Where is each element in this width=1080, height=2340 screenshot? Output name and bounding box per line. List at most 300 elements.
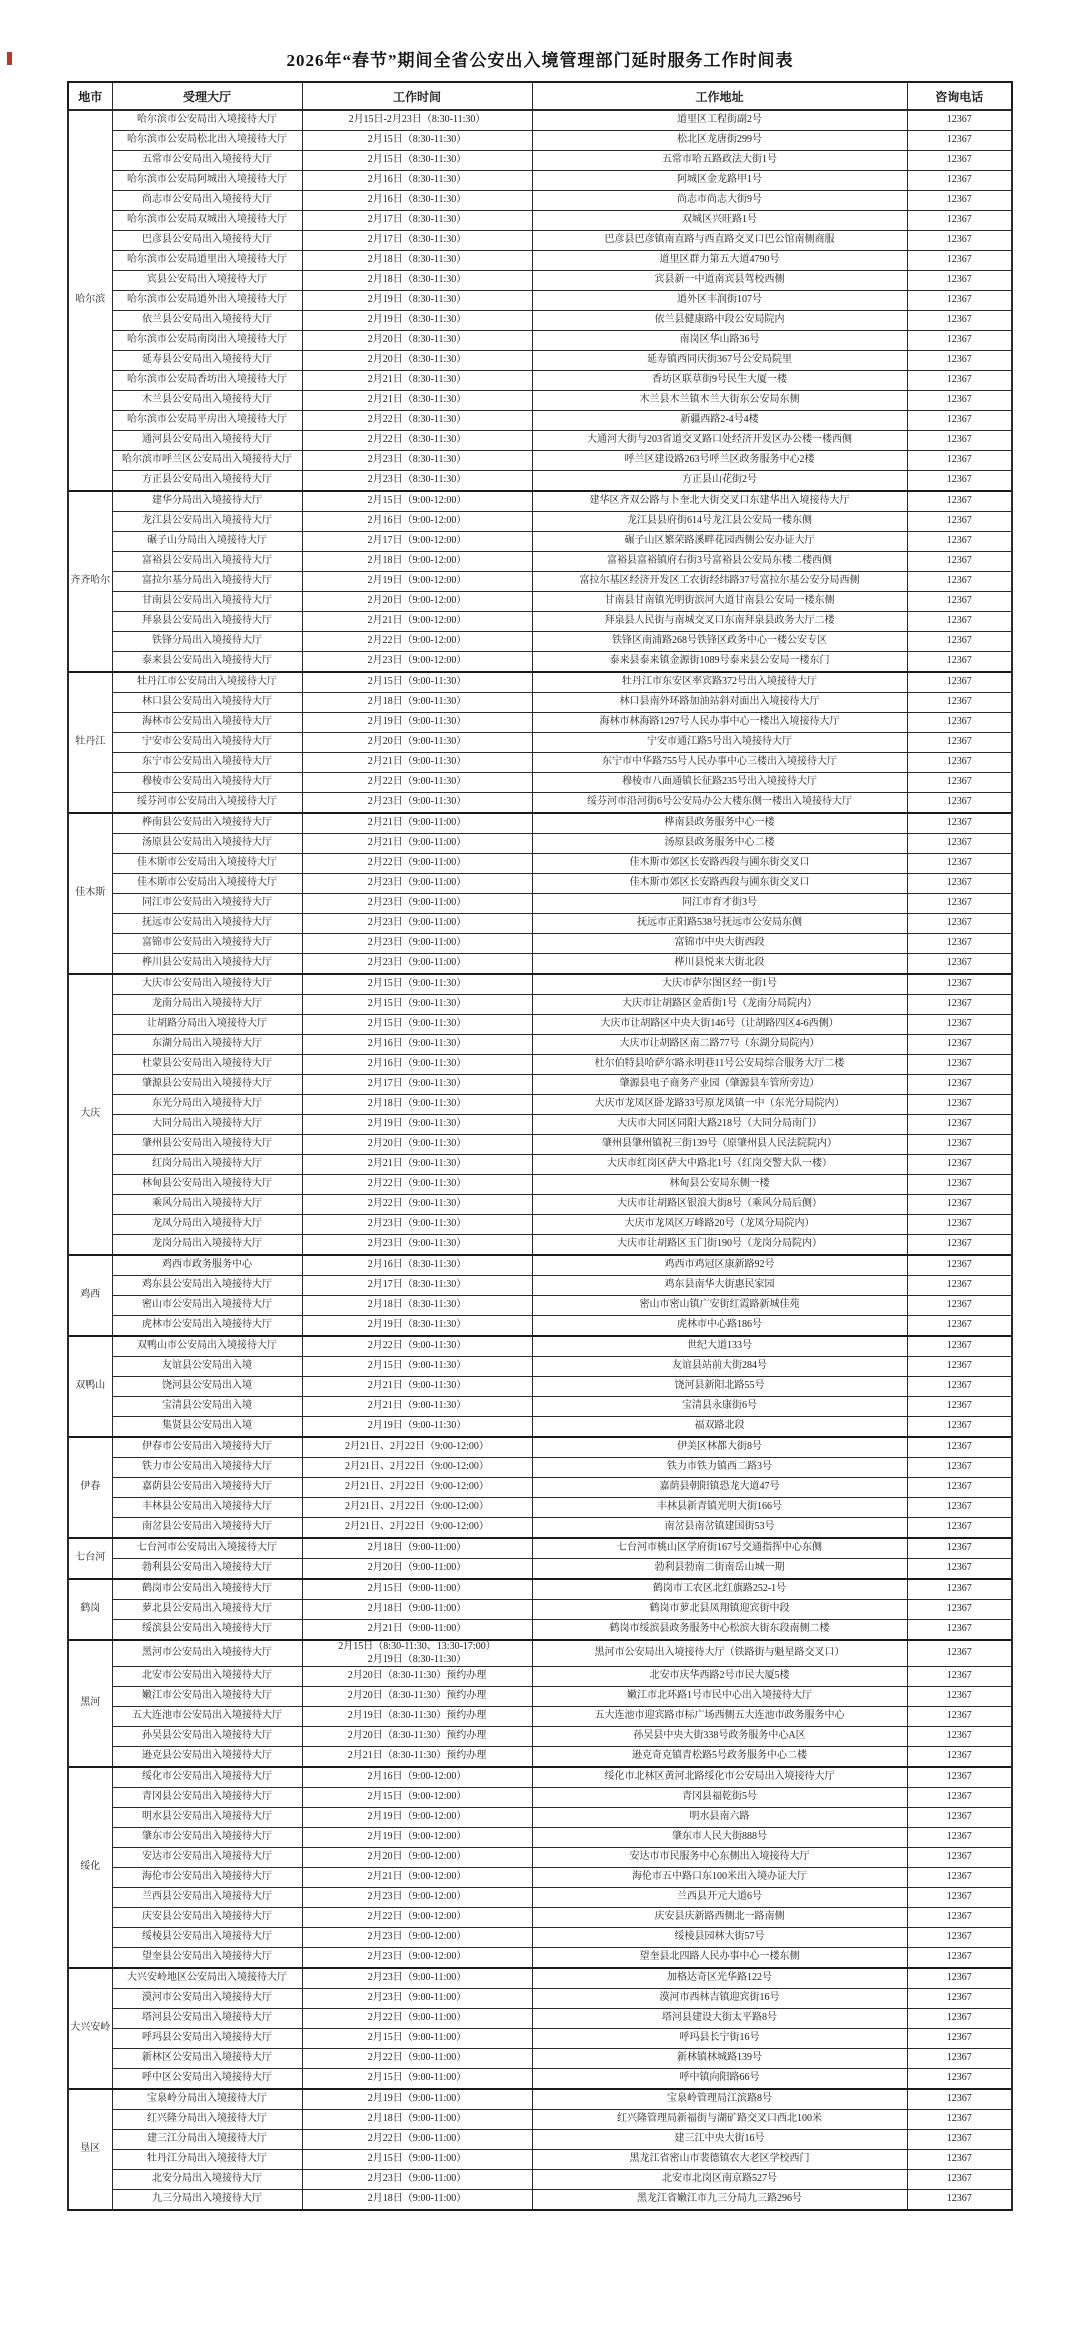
- address-cell: 鸡东县南华大街惠民家园: [532, 1276, 907, 1296]
- phone-cell: 12367: [907, 874, 1012, 894]
- address-cell: 道外区丰润街107号: [532, 291, 907, 311]
- phone-cell: 12367: [907, 1215, 1012, 1235]
- phone-cell: 12367: [907, 1015, 1012, 1035]
- time-cell: [302, 131, 532, 151]
- time-cell: [302, 1868, 532, 1888]
- city-cell: 佳木斯: [68, 813, 112, 974]
- table-row: [68, 331, 1012, 351]
- phone-cell: 12367: [907, 954, 1012, 975]
- time-cell: [302, 411, 532, 431]
- address-cell: 红兴隆管理局新福街与湖矿路交叉口西北100米: [532, 2110, 907, 2130]
- hall-cell: 巴彦县公安局出入境接待大厅: [112, 231, 302, 251]
- time-cell: [302, 1498, 532, 1518]
- time-line: 2月21日、2月22日（9:00-12:00）: [345, 1501, 489, 1513]
- address-cell: 大庆市让胡路区金盾街1号（龙南分局院内）: [532, 995, 907, 1015]
- table-row: [68, 733, 1012, 753]
- hall-cell: 虎林市公安局出入境接待大厅: [112, 1316, 302, 1337]
- hall-cell: 南岔县公安局出入境接待大厅: [112, 1518, 302, 1539]
- phone-cell: 12367: [907, 1075, 1012, 1095]
- time-line: 2月15日（9:00-11:00）: [367, 2032, 467, 2044]
- table-header: [68, 82, 1012, 110]
- address-cell: 同江市育才街3号: [532, 894, 907, 914]
- table-row: [68, 2029, 1012, 2049]
- address-cell: 海伦市五中路口东100米出入境办证大厅: [532, 1868, 907, 1888]
- time-cell: [302, 1075, 532, 1095]
- time-cell: [302, 431, 532, 451]
- time-line: 2月23日（8:30-11:30）: [367, 474, 467, 486]
- city-cell: 齐齐哈尔: [68, 491, 112, 672]
- phone-cell: 12367: [907, 331, 1012, 351]
- address-cell: 伊美区林都大街8号: [532, 1437, 907, 1458]
- hall-cell: 肇州县公安局出入境接待大厅: [112, 1135, 302, 1155]
- address-cell: 青冈县福乾街5号: [532, 1788, 907, 1808]
- table-row: [68, 512, 1012, 532]
- hall-cell: 拜泉县公安局出入境接待大厅: [112, 612, 302, 632]
- table-row: [68, 1808, 1012, 1828]
- hall-cell: 望奎县公安局出入境接待大厅: [112, 1948, 302, 1969]
- table-row: [68, 1948, 1012, 1969]
- phone-cell: 12367: [907, 1928, 1012, 1948]
- time-cell: [302, 934, 532, 954]
- table-row: [68, 311, 1012, 331]
- table-row: [68, 1255, 1012, 1276]
- address-cell: 安达市市民服务中心东侧出入境接待大厅: [532, 1848, 907, 1868]
- phone-cell: 12367: [907, 1336, 1012, 1357]
- table-row: [68, 1377, 1012, 1397]
- phone-cell: 12367: [907, 793, 1012, 814]
- address-cell: 北安市庆华西路2号市民大厦5楼: [532, 1667, 907, 1687]
- time-cell: [302, 733, 532, 753]
- hall-cell: 北安分局出入境接待大厅: [112, 2170, 302, 2190]
- time-cell: [302, 713, 532, 733]
- time-cell: [302, 1808, 532, 1828]
- phone-cell: 12367: [907, 1055, 1012, 1075]
- phone-cell: 12367: [907, 1458, 1012, 1478]
- time-line: 2月21日（8:30-11:30）: [367, 394, 467, 406]
- phone-cell: 12367: [907, 1989, 1012, 2009]
- address-cell: 友谊县站前大街284号: [532, 1357, 907, 1377]
- table-row: [68, 1055, 1012, 1075]
- phone-cell: 12367: [907, 834, 1012, 854]
- phone-cell: 12367: [907, 914, 1012, 934]
- city-cell: 绥化: [68, 1767, 112, 1968]
- address-cell: 望奎县北四路人民办事中心一楼东侧: [532, 1948, 907, 1969]
- time-line: 2月18日（9:00-11:00）: [367, 1542, 467, 1554]
- table-row: [68, 1767, 1012, 1788]
- address-cell: 呼玛县长宁街16号: [532, 2029, 907, 2049]
- phone-cell: 12367: [907, 612, 1012, 632]
- phone-cell: 12367: [907, 1747, 1012, 1768]
- phone-cell: 12367: [907, 151, 1012, 171]
- time-cell: [302, 1357, 532, 1377]
- phone-cell: 12367: [907, 431, 1012, 451]
- time-line: 2月18日（8:30-11:30）: [367, 1299, 467, 1311]
- hall-cell: 汤原县公安局出入境接待大厅: [112, 834, 302, 854]
- table-row: [68, 451, 1012, 471]
- phone-cell: 12367: [907, 1478, 1012, 1498]
- time-line: 2月22日（9:00-12:00）: [367, 1911, 467, 1923]
- table-row: [68, 1235, 1012, 1256]
- time-line: 2月18日（9:00-12:00）: [367, 555, 467, 567]
- time-line: 2月21日（9:00-11:30）: [367, 1380, 467, 1392]
- address-cell: 双城区兴旺路1号: [532, 211, 907, 231]
- time-cell: [302, 652, 532, 673]
- time-line: 2月23日（9:00-11:00）: [367, 897, 467, 909]
- time-cell: [302, 1848, 532, 1868]
- hall-cell: 萝北县公安局出入境接待大厅: [112, 1600, 302, 1620]
- table-row: [68, 2049, 1012, 2069]
- hall-cell: 哈尔滨市公安局平房出入境接待大厅: [112, 411, 302, 431]
- time-cell: [302, 331, 532, 351]
- phone-cell: 12367: [907, 1296, 1012, 1316]
- phone-cell: 12367: [907, 995, 1012, 1015]
- time-line: 2月16日（8:30-11:30）: [367, 194, 467, 206]
- table-row: [68, 1579, 1012, 1600]
- table-row: [68, 1357, 1012, 1377]
- phone-cell: 12367: [907, 371, 1012, 391]
- table-row: [68, 1215, 1012, 1235]
- time-line: 2月19日（9:00-11:00）: [367, 2093, 467, 2105]
- hall-cell: 穆棱市公安局出入境接待大厅: [112, 773, 302, 793]
- phone-cell: 12367: [907, 110, 1012, 131]
- time-line: 2月16日（9:00-11:30）: [367, 1038, 467, 1050]
- time-cell: [302, 2150, 532, 2170]
- time-line: 2月19日（8:30-11:30）: [367, 314, 467, 326]
- hall-cell: 龙江县公安局出入境接待大厅: [112, 512, 302, 532]
- address-cell: 大庆市让胡路区南二路77号（东湖分局院内）: [532, 1035, 907, 1055]
- table-row: [68, 592, 1012, 612]
- time-cell: [302, 854, 532, 874]
- phone-cell: 12367: [907, 491, 1012, 512]
- hall-cell: 绥滨县公安局出入境接待大厅: [112, 1620, 302, 1641]
- time-line: 2月18日（9:00-11:00）: [367, 2193, 467, 2205]
- table-row: [68, 1437, 1012, 1458]
- time-cell: [302, 2049, 532, 2069]
- address-cell: 建三江中央大街16号: [532, 2130, 907, 2150]
- time-cell: [302, 995, 532, 1015]
- table-row: [68, 2150, 1012, 2170]
- time-cell: [302, 351, 532, 371]
- phone-cell: 12367: [907, 1868, 1012, 1888]
- hall-cell: 集贤县公安局出入境: [112, 1417, 302, 1438]
- phone-cell: 12367: [907, 1498, 1012, 1518]
- time-cell: [302, 1600, 532, 1620]
- time-cell: [302, 894, 532, 914]
- address-cell: 甘南县甘南镇光明街滨河大道甘南县公安局一楼东侧: [532, 592, 907, 612]
- table-row: [68, 1458, 1012, 1478]
- address-cell: 杜尔伯特县哈萨尔路永明巷11号公安局综合服务大厅二楼: [532, 1055, 907, 1075]
- table-row: [68, 1316, 1012, 1337]
- phone-cell: 12367: [907, 351, 1012, 371]
- time-line: 2月23日（9:00-11:00）: [367, 937, 467, 949]
- hall-cell: 建华分局出入境接待大厅: [112, 491, 302, 512]
- address-cell: 拜泉县人民街与南城交叉口东南拜泉县政务大厅二楼: [532, 612, 907, 632]
- hall-cell: 尚志市公安局出入境接待大厅: [112, 191, 302, 211]
- address-cell: 勃利县勃南二街南岳山城一期: [532, 1559, 907, 1580]
- time-line: 2月23日（9:00-11:00）: [367, 1972, 467, 1984]
- hall-cell: 铁锋分局出入境接待大厅: [112, 632, 302, 652]
- table-row: [68, 572, 1012, 592]
- address-cell: 道里区工程街副2号: [532, 110, 907, 131]
- time-line: 2月22日（8:30-11:30）: [367, 434, 467, 446]
- phone-cell: 12367: [907, 291, 1012, 311]
- hall-cell: 饶河县公安局出入境: [112, 1377, 302, 1397]
- time-cell: [302, 1788, 532, 1808]
- time-line: 2月16日（9:00-12:00）: [367, 1771, 467, 1783]
- phone-cell: 12367: [907, 1727, 1012, 1747]
- hall-cell: 龙南分局出入境接待大厅: [112, 995, 302, 1015]
- hall-cell: 铁力市公安局出入境接待大厅: [112, 1458, 302, 1478]
- time-cell: [302, 1296, 532, 1316]
- address-cell: 明水县南六路: [532, 1808, 907, 1828]
- phone-cell: 12367: [907, 311, 1012, 331]
- time-cell: [302, 1687, 532, 1707]
- hall-cell: 大兴安岭地区公安局出入境接待大厅: [112, 1968, 302, 1989]
- phone-cell: 12367: [907, 632, 1012, 652]
- time-cell: [302, 151, 532, 171]
- time-cell: [302, 1747, 532, 1768]
- time-line: 2月20日（9:00-12:00）: [367, 1851, 467, 1863]
- table-row: [68, 1687, 1012, 1707]
- hall-cell: 五大连池市公安局出入境接待大厅: [112, 1707, 302, 1727]
- time-line: 2月19日（8:30-11:30）: [367, 1319, 467, 1331]
- hall-cell: 黑河市公安局出入境接待大厅: [112, 1640, 302, 1667]
- phone-cell: 12367: [907, 2069, 1012, 2090]
- time-cell: [302, 672, 532, 693]
- time-line: 2月18日（9:00-11:30）: [367, 1098, 467, 1110]
- time-cell: [302, 1175, 532, 1195]
- time-cell: [302, 451, 532, 471]
- address-cell: 宝泉岭管理局江滨路8号: [532, 2089, 907, 2110]
- time-line: 2月22日（9:00-11:00）: [367, 857, 467, 869]
- time-cell: [302, 1458, 532, 1478]
- hall-cell: 嘉荫县公安局出入境接待大厅: [112, 1478, 302, 1498]
- time-cell: [302, 1538, 532, 1559]
- time-cell: [302, 1255, 532, 1276]
- address-cell: 黑龙江省嫩江市九三分局九三路296号: [532, 2190, 907, 2211]
- time-line: 2月23日（9:00-11:30）: [367, 796, 467, 808]
- table-row: [68, 251, 1012, 271]
- hall-cell: 林甸县公安局出入境接待大厅: [112, 1175, 302, 1195]
- hall-cell: 富拉尔基分局出入境接待大厅: [112, 572, 302, 592]
- phone-cell: 12367: [907, 1559, 1012, 1580]
- address-cell: 大庆市大同区同阳大路218号（大同分局南门）: [532, 1115, 907, 1135]
- time-line: 2月21日（9:00-11:30）: [367, 1400, 467, 1412]
- time-line: 2月22日（9:00-12:00）: [367, 635, 467, 647]
- time-line: 2月21日、2月22日（9:00-12:00）: [345, 1521, 489, 1533]
- city-cell: 双鸭山: [68, 1336, 112, 1437]
- time-line: 2月19日（9:00-11:30）: [367, 1420, 467, 1432]
- table-row: [68, 874, 1012, 894]
- table-row: [68, 431, 1012, 451]
- address-cell: 林甸县公安局东侧一楼: [532, 1175, 907, 1195]
- time-cell: [302, 1095, 532, 1115]
- phone-cell: 12367: [907, 251, 1012, 271]
- address-cell: 穆棱市八面通镇长征路235号出入境接待大厅: [532, 773, 907, 793]
- table-row: [68, 1135, 1012, 1155]
- header-hall: 受理大厅: [112, 82, 302, 110]
- phone-cell: 12367: [907, 1115, 1012, 1135]
- hall-cell: 佳木斯市公安局出入境接待大厅: [112, 854, 302, 874]
- time-line: 2月21日（9:00-11:30）: [367, 1158, 467, 1170]
- time-line: 2月21日（9:00-11:30）: [367, 756, 467, 768]
- hall-cell: 哈尔滨市公安局双城出入境接待大厅: [112, 211, 302, 231]
- hall-cell: 林口县公安局出入境接待大厅: [112, 693, 302, 713]
- address-cell: 大庆市让胡路区玉门街190号（龙岗分局院内）: [532, 1235, 907, 1256]
- hall-cell: 让胡路分局出入境接待大厅: [112, 1015, 302, 1035]
- table-row: [68, 1559, 1012, 1580]
- address-cell: 鸡西市鸡冠区康新路92号: [532, 1255, 907, 1276]
- phone-cell: 12367: [907, 1828, 1012, 1848]
- time-line: 2月17日（9:00-11:30）: [367, 1078, 467, 1090]
- phone-cell: 12367: [907, 1195, 1012, 1215]
- table-row: [68, 291, 1012, 311]
- address-cell: 福双路北段: [532, 1417, 907, 1438]
- time-cell: [302, 1276, 532, 1296]
- phone-cell: 12367: [907, 131, 1012, 151]
- table-row: [68, 131, 1012, 151]
- time-cell: [302, 291, 532, 311]
- city-cell: 七台河: [68, 1538, 112, 1579]
- time-line: 2月19日（9:00-12:00）: [367, 1831, 467, 1843]
- time-line: 2月15日（9:00-12:00）: [367, 495, 467, 507]
- address-cell: 新林镇林城路139号: [532, 2049, 907, 2069]
- address-cell: 南岗区华山路36号: [532, 331, 907, 351]
- time-line: 2月23日（9:00-11:00）: [367, 917, 467, 929]
- address-cell: 建华区齐双公路与卜奎北大街交叉口东建华出入境接待大厅: [532, 491, 907, 512]
- table-row: [68, 954, 1012, 975]
- address-cell: 延寿镇西同庆街367号公安局院里: [532, 351, 907, 371]
- time-cell: [302, 251, 532, 271]
- time-cell: [302, 632, 532, 652]
- phone-cell: 12367: [907, 592, 1012, 612]
- hall-cell: 哈尔滨市公安局香坊出入境接待大厅: [112, 371, 302, 391]
- city-cell: 鸡西: [68, 1255, 112, 1336]
- hall-cell: 富裕县公安局出入境接待大厅: [112, 552, 302, 572]
- address-cell: 巴彦县巴彦镇南直路与西直路交叉口巴公馆南侧商服: [532, 231, 907, 251]
- hall-cell: 建三江分局出入境接待大厅: [112, 2130, 302, 2150]
- phone-cell: 12367: [907, 1788, 1012, 1808]
- table-row: [68, 1296, 1012, 1316]
- time-cell: [302, 1727, 532, 1747]
- phone-cell: 12367: [907, 1667, 1012, 1687]
- phone-cell: 12367: [907, 1235, 1012, 1256]
- table-row: [68, 1498, 1012, 1518]
- time-cell: [302, 1215, 532, 1235]
- table-row: [68, 2089, 1012, 2110]
- table-row: [68, 854, 1012, 874]
- hall-cell: 龙岗分局出入境接待大厅: [112, 1235, 302, 1256]
- hall-cell: 宁安市公安局出入境接待大厅: [112, 733, 302, 753]
- hall-cell: 密山市公安局出入境接待大厅: [112, 1296, 302, 1316]
- table-row: [68, 391, 1012, 411]
- hall-cell: 北安市公安局出入境接待大厅: [112, 1667, 302, 1687]
- time-line: 2月23日（9:00-12:00）: [367, 1931, 467, 1943]
- time-line: 2月17日（8:30-11:30）: [367, 1279, 467, 1291]
- time-line: 2月15日（8:30-11:30）: [367, 134, 467, 146]
- phone-cell: 12367: [907, 974, 1012, 995]
- table-row: [68, 1640, 1012, 1667]
- time-cell: [302, 2009, 532, 2029]
- address-cell: 佳木斯市郊区长安路西段与圃东街交叉口: [532, 854, 907, 874]
- address-cell: 依兰县健康路中段公安局院内: [532, 311, 907, 331]
- table-row: [68, 612, 1012, 632]
- city-cell: 大兴安岭: [68, 1968, 112, 2089]
- phone-cell: 12367: [907, 1808, 1012, 1828]
- time-cell: [302, 1948, 532, 1969]
- hall-cell: 红岗分局出入境接待大厅: [112, 1155, 302, 1175]
- phone-cell: 12367: [907, 1377, 1012, 1397]
- table-row: [68, 1538, 1012, 1559]
- table-row: [68, 371, 1012, 391]
- phone-cell: 12367: [907, 672, 1012, 693]
- phone-cell: 12367: [907, 1948, 1012, 1969]
- phone-cell: 12367: [907, 532, 1012, 552]
- time-line: 2月21日（9:00-12:00）: [367, 615, 467, 627]
- hall-cell: 同江市公安局出入境接待大厅: [112, 894, 302, 914]
- address-cell: 大庆市让胡路区中央大街146号（让胡路四区4-6西侧）: [532, 1015, 907, 1035]
- phone-cell: 12367: [907, 2049, 1012, 2069]
- time-line: 2月21日、2月22日（9:00-12:00）: [345, 1461, 489, 1473]
- table-row: [68, 1747, 1012, 1768]
- time-cell: [302, 773, 532, 793]
- hall-cell: 哈尔滨市公安局出入境接待大厅: [112, 110, 302, 131]
- time-cell: [302, 592, 532, 612]
- time-line: 2月23日（8:30-11:30）: [367, 454, 467, 466]
- time-line: 2月20日（8:30-11:30）: [367, 354, 467, 366]
- address-cell: 林口县南外环路加油站斜对面出入境接待大厅: [532, 693, 907, 713]
- time-cell: [302, 271, 532, 291]
- hall-cell: 依兰县公安局出入境接待大厅: [112, 311, 302, 331]
- table-row: [68, 191, 1012, 211]
- table-row: [68, 773, 1012, 793]
- phone-cell: 12367: [907, 813, 1012, 834]
- phone-cell: 12367: [907, 2150, 1012, 2170]
- time-cell: [302, 371, 532, 391]
- time-line: 2月22日（9:00-11:30）: [367, 1178, 467, 1190]
- time-cell: [302, 572, 532, 592]
- page-title: 2026年“春节”期间全省公安出入境管理部门延时服务工作时间表: [286, 51, 794, 70]
- time-line: 2月15日（9:00-11:30）: [367, 1018, 467, 1030]
- hall-cell: 泰来县公安局出入境接待大厅: [112, 652, 302, 673]
- phone-cell: 12367: [907, 1908, 1012, 1928]
- time-line: 2月22日（9:00-11:00）: [367, 2012, 467, 2024]
- time-line: 2月15日（8:30-11:30）: [367, 154, 467, 166]
- table-row: [68, 1095, 1012, 1115]
- phone-cell: 12367: [907, 854, 1012, 874]
- phone-cell: 12367: [907, 1417, 1012, 1438]
- address-cell: 塔河县建设大街太平路8号: [532, 2009, 907, 2029]
- hall-cell: 绥化市公安局出入境接待大厅: [112, 1767, 302, 1788]
- hall-cell: 龙凤分局出入境接待大厅: [112, 1215, 302, 1235]
- phone-cell: 12367: [907, 2190, 1012, 2211]
- hall-cell: 红兴隆分局出入境接待大厅: [112, 2110, 302, 2130]
- time-cell: [302, 1968, 532, 1989]
- table-row: [68, 552, 1012, 572]
- service-schedule-table: [67, 81, 1013, 2211]
- time-cell: [302, 2130, 532, 2150]
- hall-cell: 双鸭山市公安局出入境接待大厅: [112, 1336, 302, 1357]
- hall-cell: 宾县公安局出入境接待大厅: [112, 271, 302, 291]
- address-cell: 大庆市龙凤区卧龙路33号原龙凤镇一中（东光分局院内）: [532, 1095, 907, 1115]
- time-line: 2月20日（9:00-12:00）: [367, 595, 467, 607]
- address-cell: 东宁市中华路755号人民办事中心三楼出入境接待大厅: [532, 753, 907, 773]
- phone-cell: 12367: [907, 1095, 1012, 1115]
- address-cell: 泰来县泰来镇金源街1089号泰来县公安局一楼东门: [532, 652, 907, 673]
- time-line: 2月21日（9:00-12:00）: [367, 1871, 467, 1883]
- time-cell: [302, 552, 532, 572]
- address-cell: 嘉荫县朝阳镇恐龙大道47号: [532, 1478, 907, 1498]
